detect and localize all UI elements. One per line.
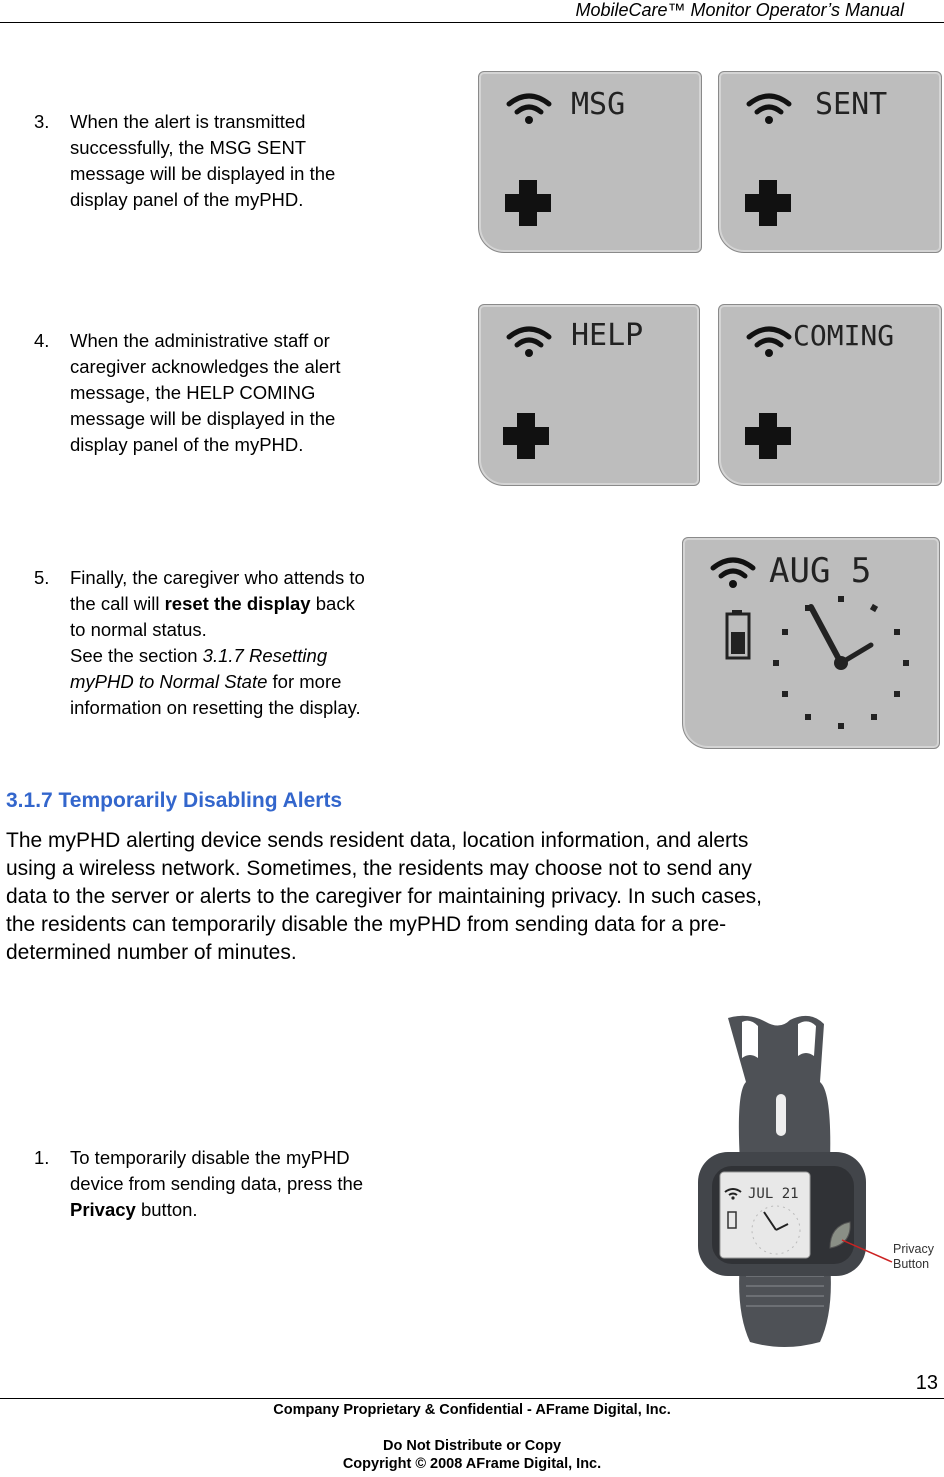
step-line: When the alert is transmitted (70, 111, 306, 132)
wifi-icon (749, 329, 789, 357)
strap-hole-left (742, 1021, 758, 1058)
step-line: device from sending data, press the (70, 1173, 364, 1194)
medical-cross-icon (745, 180, 791, 226)
step-number: 3. (34, 111, 50, 132)
callout-label-line2: Button (893, 1257, 930, 1271)
step-line: display panel of the myPHD. (70, 434, 304, 455)
step-number: 4. (34, 330, 50, 351)
step-line: to normal status. (70, 619, 207, 640)
lcd-msg-svg (479, 72, 701, 252)
step-line: When the administrative staff or (70, 330, 330, 351)
step-line: information on resetting the display. (70, 697, 361, 718)
body-line: data to the server or alerts to the caregiver for maintaining privacy. In such cases, (6, 885, 762, 908)
device-date-text: JUL 21 (748, 1186, 799, 1202)
footer-rule (0, 1398, 944, 1399)
clock-face (773, 596, 909, 729)
wifi-icon (713, 560, 753, 588)
wifi-icon (509, 329, 549, 357)
step-line: Privacy button. (70, 1199, 198, 1220)
step-line: Finally, the caregiver who attends to (70, 567, 365, 588)
footer-copyright: Copyright © 2008 AFrame Digital, Inc. (342, 1456, 602, 1472)
page-header-title: MobileCare™ Monitor Operator’s Manual (575, 0, 904, 20)
section-reference: 3.1.7 Resetting (202, 645, 328, 666)
step-number: 1. (34, 1147, 50, 1168)
section-heading: 3.1.7 Temporarily Disabling Alerts (6, 789, 343, 812)
step-privacy (34, 1145, 464, 1225)
lcd-sent-display (718, 71, 942, 253)
strap-hole-right (798, 1021, 816, 1056)
myphd-device-illustration (680, 1012, 944, 1352)
wifi-icon (749, 96, 789, 124)
medical-cross-icon (503, 413, 549, 459)
lcd-clock-display (682, 537, 940, 749)
lcd-msg-text: MSG (571, 87, 626, 122)
step-line: the call will reset the display back (70, 593, 355, 614)
body-line: the residents can temporarily disable the myPHD from sending data for a pre- (6, 913, 727, 936)
section-reference: myPHD to Normal State (70, 671, 268, 692)
lcd-sent-text: SENT (815, 87, 888, 122)
step-line: To temporarily disable the myPHD (70, 1147, 350, 1168)
medical-cross-icon (745, 413, 791, 459)
step-line: caregiver acknowledges the alert (70, 356, 341, 377)
lcd-date-text: AUG 5 (769, 551, 872, 591)
lcd-help-display (478, 304, 700, 486)
page-number: 13 (915, 1372, 938, 1394)
wifi-icon (509, 96, 549, 124)
privacy-emphasis: Privacy (70, 1199, 136, 1220)
step-line: message, the HELP COMING (70, 382, 316, 403)
battery-icon (727, 610, 749, 658)
footer-proprietary: Company Proprietary & Confidential - AFrame Digital, Inc. (273, 1402, 671, 1418)
body-line: The myPHD alerting device sends resident data, location information, and alerts (6, 829, 749, 852)
lcd-coming-text: COMING (793, 319, 895, 352)
step-line: message will be displayed in the (70, 408, 336, 429)
step-3 (34, 109, 454, 219)
body-line: using a wireless network. Sometimes, the residents may choose not to send any (6, 857, 752, 880)
body-line: determined number of minutes. (6, 941, 297, 964)
reset-display-emphasis: reset the display (164, 593, 311, 614)
section-body (6, 827, 936, 967)
callout-label-line1: Privacy (893, 1242, 934, 1256)
step-line: See the section 3.1.7 Resetting (70, 645, 328, 666)
step-4 (34, 328, 454, 463)
header-rule (0, 22, 944, 23)
footer-distribution: Do Not Distribute or Copy (382, 1438, 562, 1454)
step-number: 5. (34, 567, 50, 588)
lcd-coming-display (718, 304, 942, 486)
step-line: message will be displayed in the (70, 163, 336, 184)
lcd-help-text: HELP (571, 318, 644, 353)
lcd-msg-display (478, 71, 702, 253)
medical-cross-icon (505, 180, 551, 226)
step-line: successfully, the MSG SENT (70, 137, 307, 158)
step-line: myPHD to Normal State for more (70, 671, 342, 692)
strap-slot (776, 1094, 786, 1136)
step-5 (34, 565, 464, 725)
step-line: display panel of the myPHD. (70, 189, 304, 210)
